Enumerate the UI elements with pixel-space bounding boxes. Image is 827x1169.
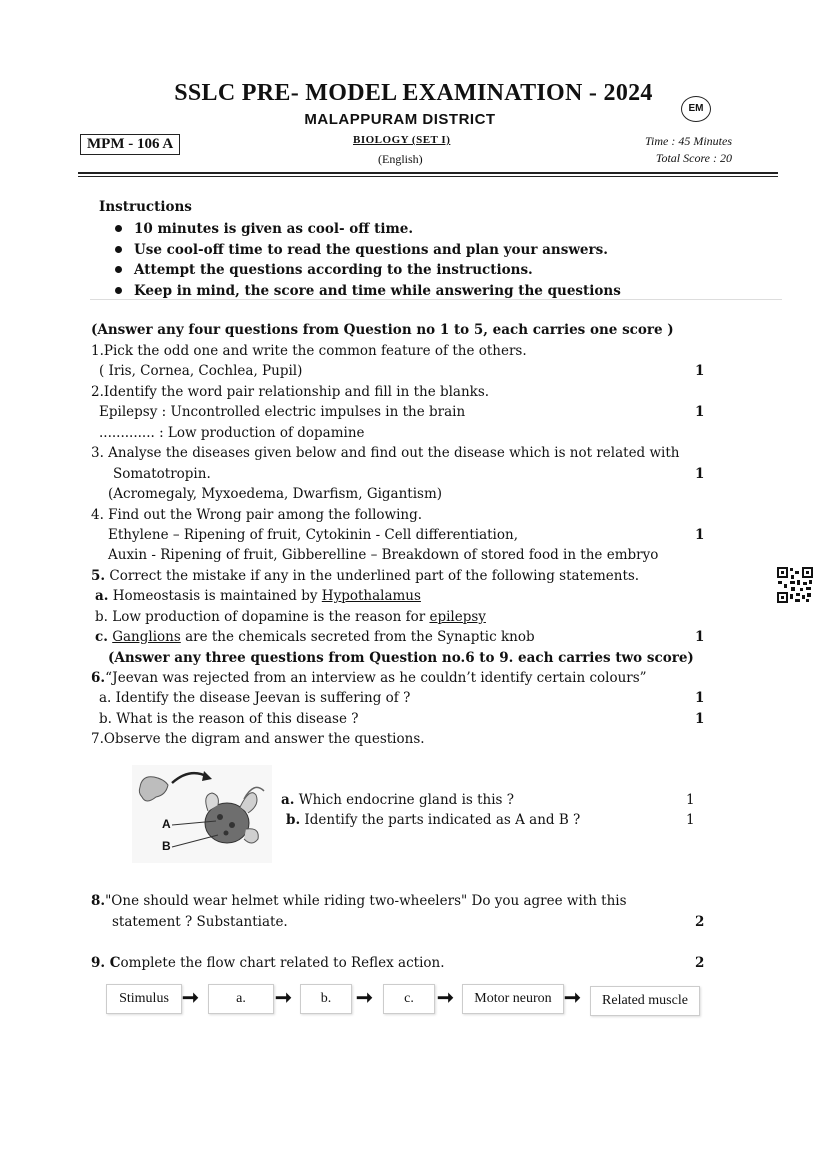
bullet-icon [115, 225, 122, 232]
question-4-mark: 1 [695, 527, 705, 543]
exam-title: SSLC PRE- MODEL EXAMINATION - 2024 [174, 80, 653, 106]
question-5-b: b. Low production of dopamine is the reason for epilepsy [95, 609, 486, 625]
question-7-b: b. Identify the parts indicated as A and B ? [286, 812, 581, 828]
flow-box-stimulus: Stimulus [106, 984, 182, 1014]
question-2-line1: Epilepsy : Uncontrolled electric impulses in the brain [99, 404, 466, 420]
medium-label: (English) [378, 152, 423, 166]
time-label: Time : 45 Minutes [645, 134, 732, 148]
flow-box-related-muscle: Related muscle [590, 986, 700, 1016]
qr-code-icon [776, 566, 814, 604]
question-7-a: a. Which endocrine gland is this ? [281, 792, 515, 808]
question-2: 2.Identify the word pair relationship and fill in the blanks. [91, 384, 490, 400]
question-5-mark: 1 [695, 629, 705, 645]
instruction-item: Keep in mind, the score and time while answering the questions [115, 283, 621, 299]
instruction-item: Attempt the questions according to the instructions. [115, 262, 533, 278]
question-1: 1.Pick the odd one and write the common feature of the others. [91, 343, 527, 359]
instruction-item: Use cool-off time to read the questions and plan your answers. [115, 242, 608, 258]
question-7: 7.Observe the digram and answer the questions. [91, 731, 425, 747]
question-6-b: b. What is the reason of this disease ? [99, 711, 359, 727]
question-1-mark: 1 [695, 363, 705, 379]
question-6-a: a. Identify the disease Jeevan is suffering of ? [99, 690, 411, 706]
header-rule-thin [78, 176, 778, 177]
question-8-mark: 2 [695, 914, 705, 930]
bullet-icon [115, 287, 122, 294]
arrow-right-icon: ➞ [437, 985, 454, 1009]
paper-code: MPM - 106 A [80, 134, 180, 155]
pancreas-diagram [132, 765, 272, 863]
section-heading: (Answer any four questions from Question no 1 to 5, each carries one score ) [91, 322, 674, 338]
question-8: 8."One should wear helmet while riding two-wheelers" Do you agree with this [91, 893, 627, 909]
question-6-b-mark: 1 [695, 711, 705, 727]
question-3-line2: Somatotropin. [113, 466, 211, 482]
question-5: 5. Correct the mistake if any in the underlined part of the following statements. [91, 568, 640, 584]
diagram-label-b: B [162, 839, 171, 853]
flow-box-b: b. [300, 984, 352, 1014]
arrow-right-icon: ➞ [182, 985, 199, 1009]
flow-box-a: a. [208, 984, 274, 1014]
question-9: 9. Complete the flow chart related to Reflex action. [91, 955, 445, 971]
subject-name: BIOLOGY (SET I) [353, 134, 451, 146]
question-6: 6.“Jeevan was rejected from an interview as he couldn’t identify certain colours” [91, 670, 647, 686]
question-3-mark: 1 [695, 466, 705, 482]
flow-box-c: c. [383, 984, 435, 1014]
medium-badge: EM [681, 96, 711, 122]
question-4: 4. Find out the Wrong pair among the following. [91, 507, 423, 523]
section-divider [90, 299, 782, 300]
question-3-options: (Acromegaly, Myxoedema, Dwarfism, Gigantism) [108, 486, 443, 502]
instructions-heading: Instructions [99, 199, 192, 215]
question-6-a-mark: 1 [695, 690, 705, 706]
district-name: MALAPPURAM DISTRICT [304, 111, 496, 128]
arrow-right-icon: ➞ [356, 985, 373, 1009]
bullet-icon [115, 246, 122, 253]
section-heading: (Answer any three questions from Question no.6 to 9. each carries two score) [108, 650, 694, 666]
header-rule [78, 172, 778, 174]
question-2-line2: ............. : Low production of dopamine [99, 425, 365, 441]
instruction-item: 10 minutes is given as cool- off time. [115, 221, 413, 237]
question-7-b-mark: 1 [686, 812, 695, 828]
question-4-line1: Ethylene – Ripening of fruit, Cytokinin - Cell differentiation, [108, 527, 518, 543]
flow-box-motor-neuron: Motor neuron [462, 984, 564, 1014]
question-3: 3. Analyse the diseases given below and find out the disease which is not related with [91, 445, 680, 461]
diagram-label-a: A [162, 817, 171, 831]
arrow-right-icon: ➞ [564, 985, 581, 1009]
question-5-a: a. Homeostasis is maintained by Hypothalamus [95, 588, 421, 604]
question-7-a-mark: 1 [686, 792, 695, 808]
arrow-right-icon: ➞ [275, 985, 292, 1009]
question-5-c: c. Ganglions are the chemicals secreted from the Synaptic knob [95, 629, 535, 645]
question-2-mark: 1 [695, 404, 705, 420]
question-4-line2: Auxin - Ripening of fruit, Gibberelline – Breakdown of stored food in the embryo [108, 547, 659, 563]
total-score-label: Total Score : 20 [655, 151, 732, 165]
question-9-mark: 2 [695, 955, 705, 971]
question-8-line2: statement ? Substantiate. [112, 914, 288, 930]
bullet-icon [115, 266, 122, 273]
question-1-options: ( Iris, Cornea, Cochlea, Pupil) [99, 363, 303, 379]
